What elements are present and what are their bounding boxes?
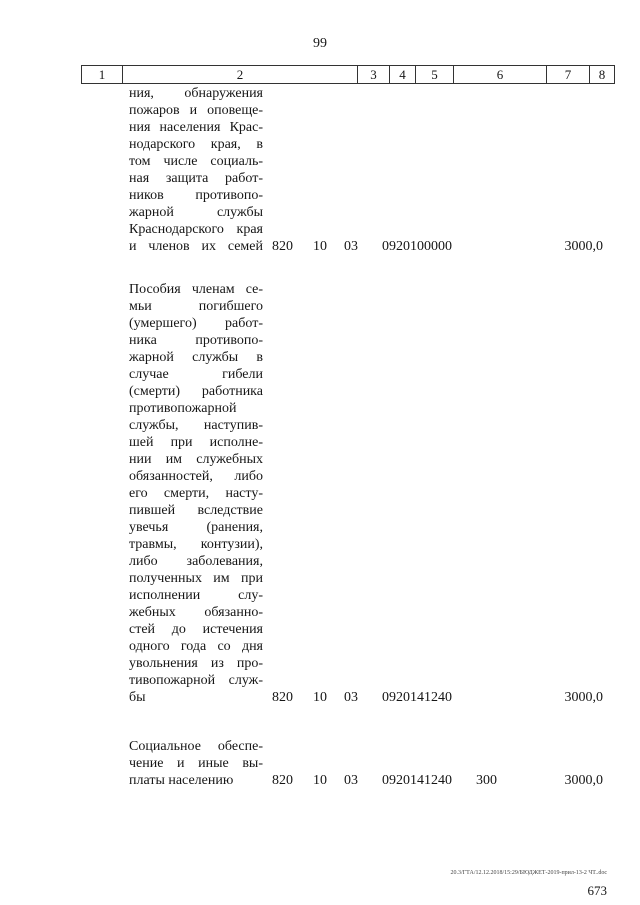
row-3-rz: 10 bbox=[313, 773, 327, 788]
row-2-line: либо заболевания, bbox=[129, 554, 263, 569]
row-2-line: случае гибели bbox=[129, 367, 263, 382]
row-2-sum: 3000,0 bbox=[564, 690, 603, 705]
row-2-line: мьи погибшего bbox=[129, 299, 263, 314]
row-1-line: жарной службы bbox=[129, 205, 263, 220]
row-3-line: Социальное обеспе- bbox=[129, 739, 263, 754]
row-2-name bbox=[129, 281, 263, 706]
header-col-7: 7 bbox=[547, 66, 590, 83]
row-1-line: ников противопо- bbox=[129, 188, 263, 203]
row-1-line: том числе социаль- bbox=[129, 154, 263, 169]
row-2-line: исполнении слу- bbox=[129, 588, 263, 603]
row-1-name bbox=[129, 85, 263, 255]
header-col-6: 6 bbox=[454, 66, 547, 83]
row-2-line: одного года со дня bbox=[129, 639, 263, 654]
row-3-vr: 300 bbox=[476, 773, 497, 788]
row-2-line: службы, наступив- bbox=[129, 418, 263, 433]
row-1-line: пожаров и оповеще- bbox=[129, 103, 263, 118]
row-1-sum: 3000,0 bbox=[564, 239, 603, 254]
header-col-8: 8 bbox=[598, 67, 606, 82]
row-2-line: тивопожарной служ- bbox=[129, 673, 263, 688]
row-1-line: и членов их семей bbox=[129, 239, 263, 254]
row-2-line: жарной службы в bbox=[129, 350, 263, 365]
row-3-ved: 820 bbox=[272, 773, 293, 788]
row-2-line: полученных им при bbox=[129, 571, 263, 586]
row-1-line: Краснодарского края bbox=[129, 222, 263, 237]
row-2-line: обязанностей, либо bbox=[129, 469, 263, 484]
row-3-csr: 0920141240 bbox=[382, 773, 452, 788]
row-2-ved: 820 bbox=[272, 690, 293, 705]
row-3-line: чение и иные вы- bbox=[129, 756, 263, 771]
row-1-ved: 820 bbox=[272, 239, 293, 254]
row-1-line: ная защита работ- bbox=[129, 171, 263, 186]
row-2-line: жебных обязанно- bbox=[129, 605, 263, 620]
row-1-line: ния, обнаружения bbox=[129, 86, 263, 101]
row-2-rz: 10 bbox=[313, 690, 327, 705]
row-2-line: ника противопо- bbox=[129, 333, 263, 348]
row-2-line: увечья (ранения, bbox=[129, 520, 263, 535]
row-2-pr: 03 bbox=[344, 690, 358, 705]
row-2-line: бы bbox=[129, 690, 146, 705]
row-2-line: Пособия членам се- bbox=[129, 282, 263, 297]
row-1-csr: 0920100000 bbox=[382, 239, 452, 254]
row-2-line: его смерти, насту- bbox=[129, 486, 263, 501]
row-2-line: противопожарной bbox=[129, 401, 237, 416]
page-number-bottom: 673 bbox=[587, 883, 607, 898]
row-2-line: стей до истечения bbox=[129, 622, 263, 637]
row-2-line: травмы, контузии), bbox=[129, 537, 263, 552]
row-1-line: нодарского края, в bbox=[129, 137, 263, 152]
row-2-line: пившей вследствие bbox=[129, 503, 263, 518]
footer-file-path: 20.3/ГТА/12.12.2018/15:29/БЮДЖЕТ-2019-прил-13-2 ЧТ..doc bbox=[450, 870, 607, 876]
row-2-line: увольнения из про- bbox=[129, 656, 263, 671]
table-header-row bbox=[81, 65, 615, 84]
header-col-5: 5 bbox=[416, 66, 454, 83]
row-1-rz: 10 bbox=[313, 239, 327, 254]
row-2-csr: 0920141240 bbox=[382, 690, 452, 705]
row-3-pr: 03 bbox=[344, 773, 358, 788]
row-3-line: платы населению bbox=[129, 773, 234, 788]
header-col-2: 2 bbox=[123, 66, 358, 83]
row-1-line: ния населения Крас- bbox=[129, 120, 263, 135]
header-col-1: 1 bbox=[82, 66, 123, 83]
row-2-line: (умершего) работ- bbox=[129, 316, 263, 331]
row-3-sum: 3000,0 bbox=[564, 773, 603, 788]
header-col-3: 3 bbox=[358, 66, 390, 83]
header-col-4: 4 bbox=[390, 66, 416, 83]
page-number-top: 99 bbox=[313, 36, 327, 51]
row-2-line: (смерти) работника bbox=[129, 384, 263, 399]
row-1-pr: 03 bbox=[344, 239, 358, 254]
row-2-line: шей при исполне- bbox=[129, 435, 263, 450]
row-3-name bbox=[129, 738, 263, 789]
row-2-line: нии им служебных bbox=[129, 452, 263, 467]
